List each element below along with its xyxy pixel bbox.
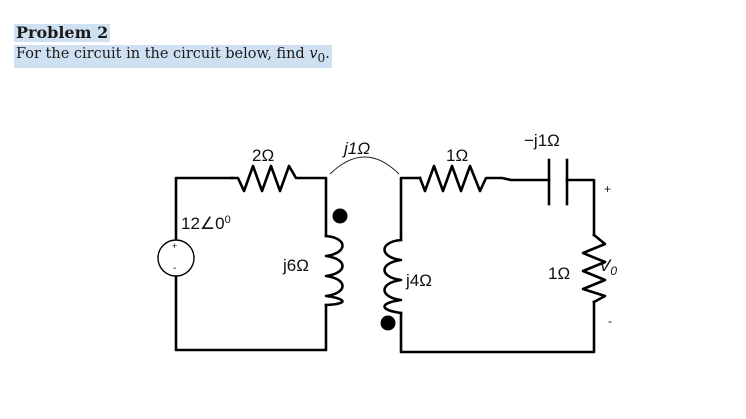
inductor-secondary <box>385 240 402 313</box>
output-minus: - <box>608 314 612 328</box>
output-plus: + <box>604 182 612 196</box>
polarity-dot-primary <box>333 209 348 224</box>
inductor-primary-label: j6Ω <box>283 256 309 275</box>
output-label <box>599 256 617 278</box>
inductor-secondary-label: j4Ω <box>406 271 432 290</box>
source-value: 12∠0 <box>181 214 225 233</box>
coupling-arc <box>330 157 399 174</box>
resistor-load-label: 1Ω <box>548 264 571 283</box>
wire-secondary-left <box>401 178 420 240</box>
coupling-label: j1Ω <box>344 139 371 158</box>
resistor-1ohm-top <box>420 166 549 191</box>
statement-variable: v <box>309 46 318 62</box>
wire-cap-right <box>567 180 594 235</box>
problem-title: Problem 2 <box>16 23 109 42</box>
source-sup: 0 <box>224 214 231 226</box>
capacitor-label: −j1Ω <box>524 131 560 150</box>
wire-secondary-bottom <box>401 302 594 352</box>
resistor-top-label: 1Ω <box>446 146 469 165</box>
source-minus: - <box>173 263 177 274</box>
inductor-primary <box>326 236 343 305</box>
resistor-2ohm <box>232 166 326 236</box>
wire-left-bottom <box>176 276 326 350</box>
source-plus: + <box>172 241 178 251</box>
polarity-dot-secondary <box>381 316 396 331</box>
source-label <box>181 214 231 233</box>
resistor-2ohm-label: 2Ω <box>252 146 275 165</box>
output-var: V <box>599 256 611 275</box>
statement-text: For the circuit in the circuit below, find <box>16 46 310 62</box>
statement-variable-sub: 0 <box>317 50 326 65</box>
output-sub: 0 <box>610 264 618 278</box>
statement-end: . <box>325 46 330 62</box>
